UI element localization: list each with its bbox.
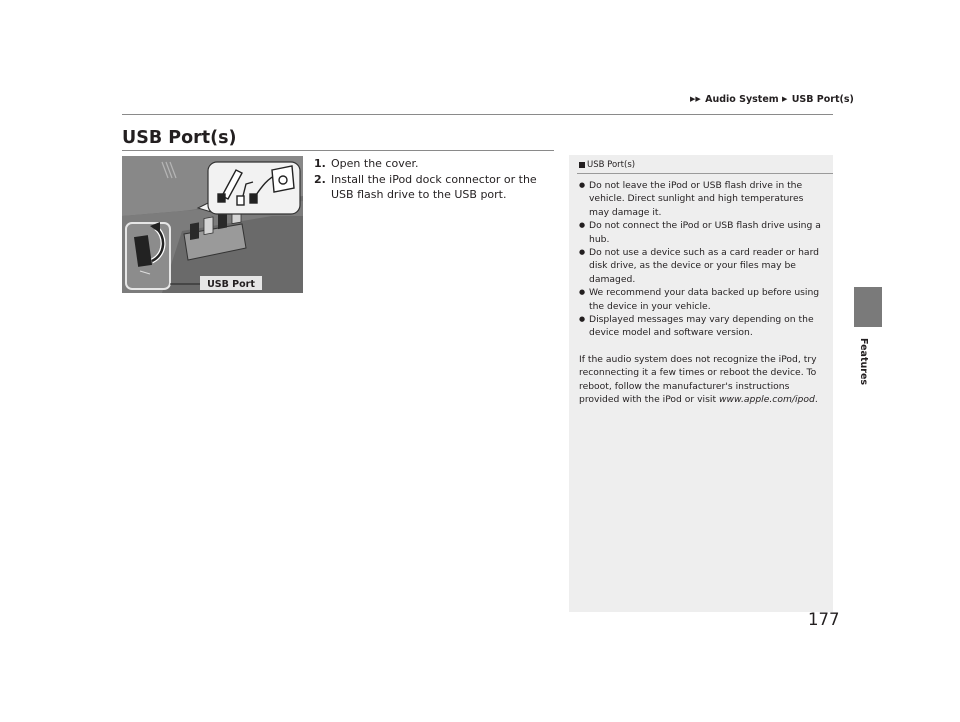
- sidebar-title: USB Port(s): [587, 159, 636, 170]
- triangle-right-icon: ▶▶: [690, 95, 701, 103]
- breadcrumb-part2[interactable]: USB Port(s): [791, 94, 854, 105]
- step-text: Install the iPod dock connector or the USB flash drive to the USB port.: [331, 173, 537, 201]
- usb-port-illustration: [122, 156, 303, 293]
- section-title: USB Port(s): [122, 128, 237, 148]
- step-text: Open the cover.: [331, 157, 419, 170]
- list-item: ● Do not leave the iPod or USB flash drive in the vehicle. Direct sunlight and high temperatures may damage it.: [579, 179, 821, 219]
- step-number: 1.: [314, 157, 326, 170]
- list-item: ● We recommend your data backed up before using the device in your vehicle.: [579, 286, 821, 313]
- reference-sidebar: [569, 155, 833, 612]
- breadcrumb: [690, 94, 854, 105]
- note-end: .: [814, 394, 818, 406]
- sidebar-body: [569, 174, 833, 407]
- list-item: ● Displayed messages may vary depending on the device model and software version.: [579, 313, 821, 340]
- step-number: 2.: [314, 173, 326, 186]
- steps-list: [314, 156, 554, 203]
- list-item: ● Do not use a device such as a card reader or hard disk drive, as the device or your files may be damaged.: [579, 246, 821, 286]
- title-rule: [122, 150, 554, 151]
- list-item: [314, 156, 554, 171]
- list-item: [314, 172, 554, 202]
- sidebar-note: [579, 353, 821, 407]
- page-number: 177: [808, 610, 840, 629]
- sidebar-header: [569, 155, 833, 171]
- note-text: If the audio system does not recognize the iPod, try reconnecting it a few times or reboot the device. To reboot, follow the manufacturer's instructions provided with the iPod or visit: [579, 353, 817, 406]
- chapter-label: Features: [858, 338, 869, 386]
- figure-label: USB Port: [207, 279, 255, 290]
- chapter-tab[interactable]: [854, 287, 882, 327]
- header-rule: [122, 114, 833, 115]
- reference-square-icon: [579, 162, 585, 168]
- apple-ipod-link[interactable]: www.apple.com/ipod: [718, 394, 815, 406]
- triangle-right-icon: ▶: [782, 95, 788, 103]
- breadcrumb-part1[interactable]: Audio System: [705, 94, 779, 105]
- list-item: ● Do not connect the iPod or USB flash drive using a hub.: [579, 219, 821, 246]
